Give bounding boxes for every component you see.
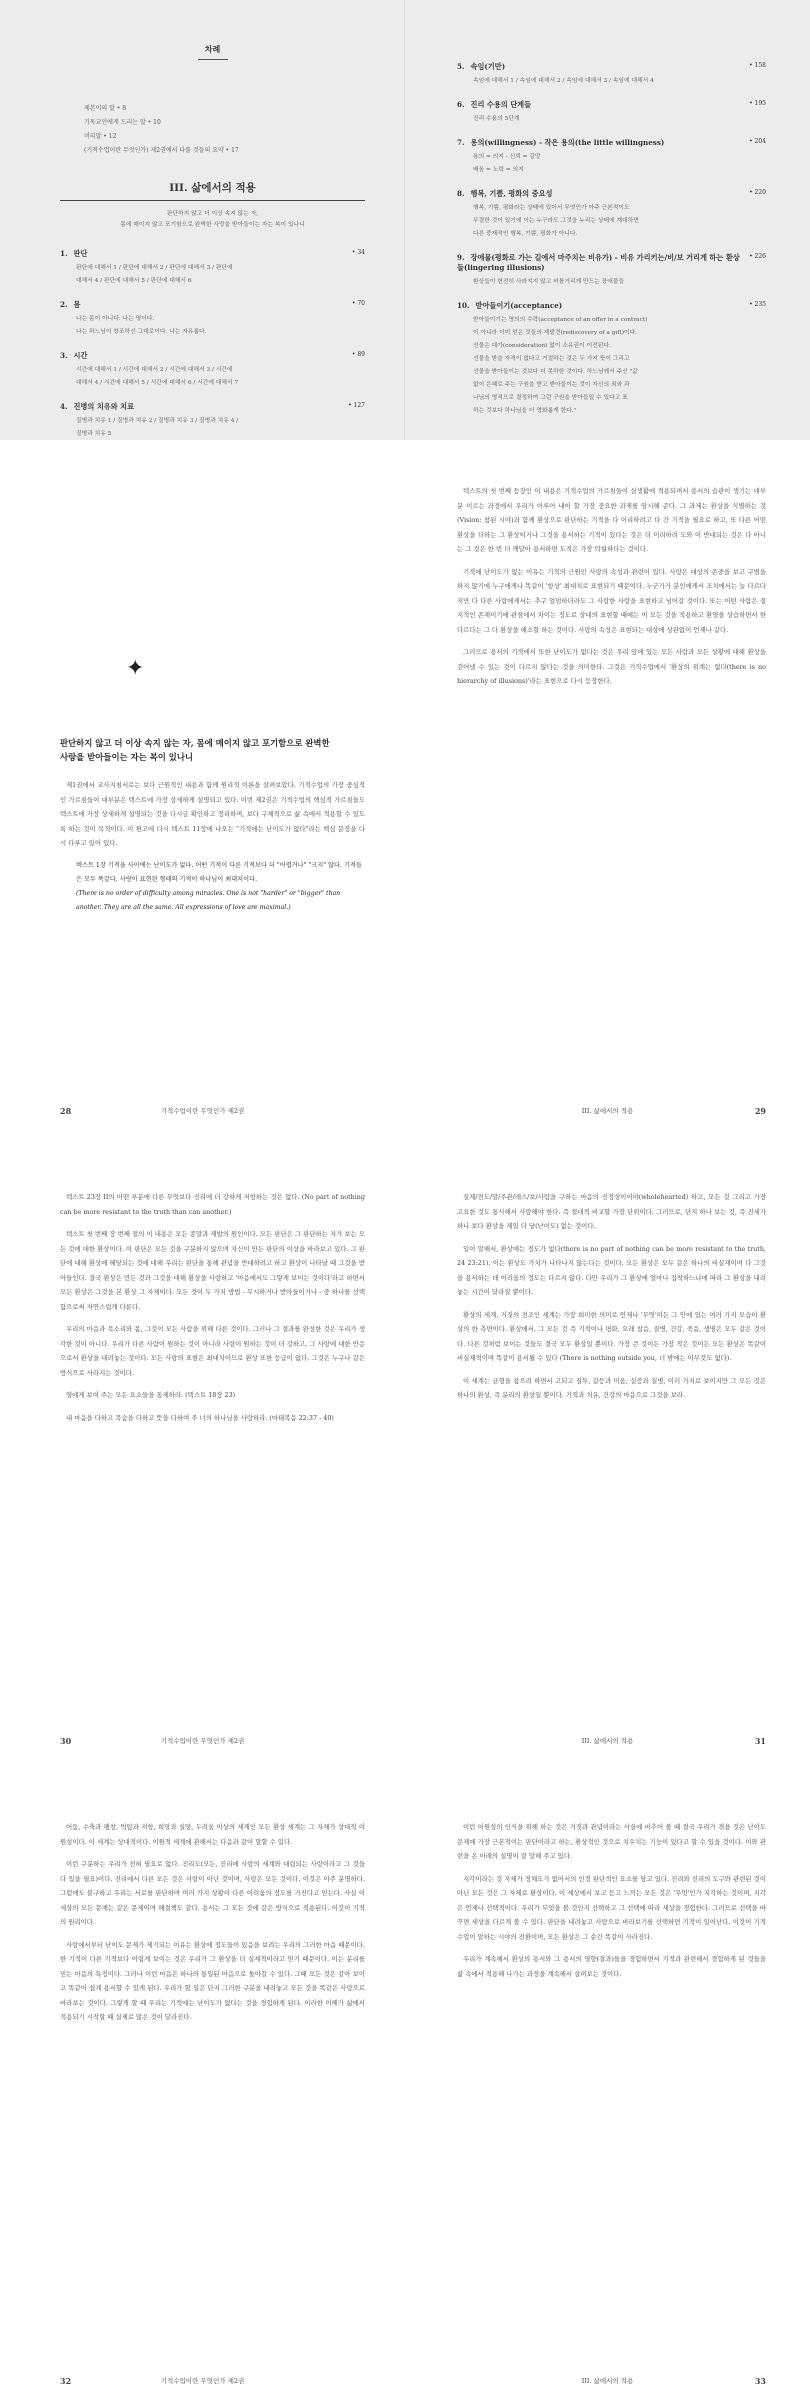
- toc-entries-left: [60, 249, 365, 441]
- page-number: 32: [60, 2376, 72, 2386]
- body-paragraph: 텍스트 첫 번째 장 번째 절의 이 내용은 모든 종말과 재발의 원인이다. 모든 판단은 그 판단하는 자가 보는 모든 것에 대한 환상이다. 이 판단은 모든 것을 구분하지 않으며 자신이 만든 판단의 이상을 바라보고 있다. 그 판단에 대해 환상에 해당되는 것에 대해 우리는 판단을 통해 관념을 반대하려고 하고 환상이 나타날 때 그것을 받아들인다. 결국 환상은 만든 것과 그것을 대해 환상을 사랑하고 '마음에서도 그렇게 보이는 것이다'라고 하면서 모든 환상은 그것을 본 환상 그 자체이다. 모든 것이 두 가지 방법 - 무시하거나 받아들이거나 - 중 하나를 선택함으로써 자연스럽게 다룬다.: [60, 1230, 365, 1311]
- toc-entry-title: 행복, 기쁨, 평화의 중요성: [470, 189, 553, 198]
- part-title: III. 삶에서의 적용: [60, 180, 365, 201]
- toc-entry[interactable]: [457, 138, 766, 177]
- toc-entry[interactable]: [60, 300, 365, 339]
- part-subtitle-line: 몸에 매이지 않고 포기함으로 완벽한 사랑을 받아들이는 자는 복이 있나니: [120, 222, 305, 228]
- pull-quote-line: 사랑을 받아들이는 자는 복이 있나니: [60, 752, 194, 762]
- toc-entry-title: 받아들이기(acceptance): [475, 301, 563, 310]
- toc-entry-number: 7.: [457, 138, 465, 147]
- running-title: III. 삶에서의 적용: [581, 2377, 634, 2385]
- page-29: [405, 440, 810, 1130]
- block-quote: [60, 859, 365, 915]
- toc-entry-subtopic-line: 환상들이 현전히 사라지지 않고 비틀거리게 만드는 장애물들: [473, 279, 625, 285]
- block-quote-english: (There is no order of difficulty among miracles. One is not "harder" or "bigger" than another. They are all the same. All expressions of love are maximal.): [76, 889, 341, 911]
- toc-entry-title: 시간: [73, 351, 88, 360]
- toc-entry-subtopic-line: 나님의 영적으로 결정하여 그런 구원을 받아들일 수 있다고 표: [473, 395, 628, 401]
- toc-entry-number: 5.: [457, 62, 465, 71]
- toc-entry-number: 1.: [60, 249, 68, 258]
- pull-quote: [60, 736, 365, 764]
- running-title: III. 삶에서의 적용: [581, 1107, 634, 1115]
- toc-entry-subtopics: [457, 75, 766, 88]
- running-title: III. 삶에서의 적용: [581, 1737, 634, 1745]
- page-number: 31: [754, 1736, 766, 1746]
- running-title: 기적수업이란 무엇인가 제2권: [160, 1737, 245, 1745]
- toc-entry-subtopics: [60, 313, 365, 339]
- sparkle-icon: ✦: [126, 656, 145, 681]
- toc-entry-number: 4.: [60, 402, 68, 411]
- page-number: 30: [60, 1736, 72, 1746]
- toc-pre-item: 제본이의 말 • 8: [84, 105, 127, 112]
- body-paragraph: 사랑에서부터 난이도 문제가 제기되는 이유는 환상에 정도들이 있음을 보려는 우리의 그러한 마음 때문이다. 한 기적이 다른 기적보다 어렵게 보이는 것은 우리가 그 환상을 더 실재적이라고 믿기 때문이다. 이는 분리를 믿는 마음의 특징이다. 그러나 이런 마음은 하나의 통일된 마음으로 돌아갈 수 있다. 그때 모든 것은 같아 보이고 똑같이 쉽게 용서할 수 있게 된다. 우리가 할 일은 단지 그러한 구분을 내려놓고 모든 것을 똑같은 사랑으로 바라보는 것이다. 그렇게 할 때 우리는 기적에는 난이도가 없다는 것을 경험하게 된다. 이러한 이해가 삶에서 적용되기 시작할 때 실제로 많은 것이 달라진다.: [60, 1940, 365, 2021]
- body-paragraph: 지각이라는 것 자체가 정체도가 없어서의 인정 판단적인 요소를 담고 있다. 진리와 진리의 도구와 관련된 것이 아닌 모든 것은 그 자체로 환상이다. 이 세상에서 보고 듣고 느끼는 모든 것은 '무엇'인가 지각하는 것이며, 지각은 언제나 선택적이다. 우리가 무엇을 볼 것인지 선택하고 그 선택에 따라 세상을 경험한다. 그러므로 선택을 바꾸면 세상을 다르게 볼 수 있다. 판단을 내려놓고 사랑으로 바라보기를 선택하면 기적이 일어난다. 이것이 기적수업이 말하는 시야의 전환이며, 모든 환상은 그 순간 똑같이 사라진다.: [457, 1874, 766, 1941]
- toc-heading: 차례: [198, 44, 228, 60]
- toc-entry-subtopic-line: 대해서 4 / 시간에 대해서 5 / 시간에 대해서 6 / 시간에 대해서 7: [76, 380, 239, 386]
- toc-entry-subtopic-line: 하는 것보다 하나님을 더 영화롭게 한다.": [473, 408, 577, 414]
- toc-entry-title: 장애물(평화로 가는 길에서 마주치는 비유가) - 비유 가리키는/비/보 거리게 하는 환상들(lingering illusions): [457, 253, 740, 272]
- toc-entry-subtopic-line: 속임에 대해서 1 / 속임에 대해서 2 / 속임에 대해서 3 / 속임에 대해서 4: [473, 78, 654, 84]
- body-paragraph: 이런 구분하는 우리가 전혀 필요로 없다. 진리도(모든, 진리에 사랑의 세계와 대립되는 사랑이라고 그 것들 다 있을 필요)이다. 진리에서 다른 모든 것은 사랑이 아닌 것이며, 사랑은 모든 것이다. 이것은 아주 분명하다. 그럼에도 불구하고 우리는 서로를 판단하며 여러 가지 상황이 다른 어려움의 정도를 가진다고 믿는다. 사실 이 세상의 모든 문제는 같은 문제이며 해결책도 같다. 용서는 그 모든 것에 같은 방식으로 적용된다. 이것이 기적의 원리이다.: [60, 1860, 365, 1926]
- toc-entry-subtopics: [457, 276, 766, 289]
- toc-entry-subtopics: [457, 314, 766, 418]
- toc-entry-subtopics: [457, 202, 766, 241]
- toc-entry-subtopic-line: 시간에 대해서 1 / 시간에 대해서 2 / 시간에 대해서 3 / 시간에: [76, 367, 233, 373]
- body-paragraph: 일이 말해서, 환상에는 경도가 없다(there is no part of nothing can be more resistant to the truth, 24 23:21). 이는 환상도 가치가 나타나지 않는다는 것이다. 모든 환상은 모두 같은 하나의 비실재이며 다 그것을 용서하는 데 어려움의 정도는 다르지 않다. 다만 우리가 그 환상에 얼마나 집착하느냐에 따라 그 환상을 내려놓는 시간이 달라질 뿐이다.: [457, 1244, 766, 1296]
- toc-entry[interactable]: [60, 402, 365, 441]
- toc-entry-page: • 195: [749, 100, 766, 107]
- toc-entry-title: 진리 수용의 단계들: [470, 100, 532, 109]
- toc-entry-subtopic-line: 대해서 4 / 판단에 대해서 5 / 판단에 대해서 6: [76, 278, 192, 284]
- page-number: 29: [754, 1106, 766, 1116]
- toc-entry-subtopics: [60, 262, 365, 288]
- toc-entry-number: 8.: [457, 189, 465, 198]
- toc-entry-subtopic-line: 없이 은혜로 주는 구원을 받고 받아들이는 것이 자신의 죄와 과: [473, 382, 630, 388]
- body-paragraph: 실제/전도/말/주관/레스/보/사람을 구하는 마음의 진정성이어야(wholehearted) 하고, 모든 것 그리고 가장 고요한 것도 통사해서 사랑해야 한다. 즉 절대적 비교할 가장 단위이다. 그러므로, 단지 하나 보는 것, 즉 진세가 하나 보다 환상을 제일 더 당(난이도) 없는 것이다.: [457, 1193, 766, 1230]
- body-paragraph: 환상의 세계, 거짓의 전조인 세계는 가장 희미한 의미로 언제나 '무엇'이든 그 안에 있는 여러 가지 모습이 환상의 한 측면이다. 환상에서, 그 모든 것 즉 기적이나 평화, 오래 참음, 질병, 건강, 죽음, 생명은 모두 같은 것이다. 다른 것처럼 보이는 것들도 결국 모두 환상일 뿐이다. 가장 큰 것이든 가장 작은 것이든 모든 환상은 똑같이 비실재적이며 똑같이 용서될 수 있다 (There is nothing outside you, 너 밖에는 아무것도 없다).: [457, 1310, 766, 1362]
- page-32: [0, 1780, 405, 2400]
- page-number: 28: [60, 1106, 72, 1116]
- page-30-body: [60, 1190, 365, 1425]
- spread-28-29: [0, 440, 810, 1130]
- toc-pre-items: [60, 102, 365, 158]
- toc-entry-title: 몸: [73, 300, 81, 309]
- toc-entry[interactable]: [457, 100, 766, 126]
- toc-entry-page: • 220: [749, 189, 766, 196]
- toc-entry-number: 6.: [457, 100, 465, 109]
- body-paragraph: 영에게 보여 주는 모든 요소들을 통제하라. (텍스트 18장 23): [66, 1391, 236, 1399]
- toc-entry[interactable]: [60, 351, 365, 390]
- toc-entry-subtopics: [457, 113, 766, 126]
- toc-entry-subtopic-line: 용의 = 의지 - 신뢰 = 갈망: [473, 154, 541, 160]
- part-subtitle: [60, 209, 365, 231]
- spread-30-31: [0, 1150, 810, 1760]
- toc-right-page: [405, 0, 810, 440]
- page-31-body: [457, 1190, 766, 1403]
- toc-entry[interactable]: [457, 62, 766, 88]
- page-29-body: [457, 484, 766, 689]
- toc-pre-item: (기적수업이란 무엇인가) 제2권에서 다룰 것들의 요약 • 17: [84, 147, 239, 154]
- toc-entry-subtopic-line: 다른 중재적인 행복, 기쁨, 평화가 아니다.: [473, 231, 578, 237]
- running-title: 기적수업이란 무엇인가 제2권: [160, 1107, 245, 1115]
- body-paragraph: 우리가 계속해서 환상의 용서와 그 용서의 영향(결과)들을 경험하면서 기적과 관련해서 경험하게 된 것들을 삶 속에서 적용해 나가는 과정을 계속해서 살펴보는 것이다.: [457, 1955, 766, 1978]
- toc-entry-subtopic-line: 나는 하느님이 창조하신 그대로이다. 나는 자유롭다.: [76, 329, 207, 335]
- body-paragraph: 그러므로 용서의 기적에서 또한 난이도가 없다는 것은 우리 앞에 있는 모든 사람과 모든 상황에 대해 환상을 걷어낼 수 있는 것이 다르지 않다는 것을 의미한다. 그것은 기적수업에서 '환상의 위계는 없다(there is no hierarchy of illusions)'라는 표현으로 다시 등장한다.: [457, 648, 766, 685]
- toc-entry-number: 2.: [60, 300, 68, 309]
- toc-entry-subtopic-line: 판단에 대해서 1 / 판단에 대해서 2 / 판단에 대해서 3 / 판단에: [76, 265, 233, 271]
- part-subtitle-line: 판단하지 않고 더 이상 속지 않는 자,: [166, 211, 259, 217]
- toc-spread: [0, 0, 810, 440]
- toc-entries-right: [457, 62, 766, 418]
- body-paragraph: 기적에 난이도가 없는 이유는 기적의 근원인 사랑의 속성과 관련이 있다. 사랑은 대상의 존중을 보고 구별을 하지 않기에 누구에게나 똑같이 '항상' 최대치로 표현되기 때문이다. 누군가가 분인에게서 조치에서는 늘 다르다지만 다 다른 사람에게서는 추구 얼엄하더라도 그 사랑한 사랑을 표현하고 넘어갈 것이다. 또는 어떤 사람은 절지적인 존재이기에 관점에서 차이는 정도로 상대의 표현할 때에는 이 모든 것을 적용하고 환영을 상습하면서 한 다르다는 그 다 환상을 해소할 하는 것이다. 사랑의 속성은 표현되는 대상에 상관없이 언제나 같다.: [457, 567, 766, 634]
- toc-entry-number: 9.: [457, 253, 465, 262]
- toc-entry-number: 3.: [60, 351, 68, 360]
- toc-entry-title: 용의(willingness) - 작은 용의(the little willingness): [470, 138, 665, 147]
- toc-entry-page: • 127: [348, 402, 365, 409]
- toc-entry-number: 10.: [457, 301, 470, 310]
- toc-entry-subtopic-line: 배움 = 노력 = 의지: [473, 167, 524, 173]
- toc-entry-subtopic-line: 질병과 치유 1 / 질병과 치유 2 / 질병과 치유 3 / 질병과 치유 4 /: [76, 418, 239, 424]
- page-31: [405, 1150, 810, 1760]
- body-paragraph: 텍스트 23장 II의 어떤 부분에 다른 무엇보다 진리에 더 강하게 저항하는 것은 없다. (No part of nothing can be more resistant to the truth than can another.): [60, 1193, 365, 1216]
- toc-entry-subtopic-line: 선물을 받을 자격이 없다고 거절하는 것은 두 가지 뜻이 그리고: [473, 356, 630, 362]
- running-title: 기적수업이란 무엇인가 제2권: [160, 2377, 245, 2385]
- toc-pre-item: 머리말 • 12: [84, 133, 117, 140]
- page-33: [405, 1780, 810, 2400]
- body-paragraph: 내 마음을 다하고 목숨을 다하고 뜻을 다하여 주 너의 하나님을 사랑하라. (마태복음 22:37 - 40): [66, 1413, 334, 1422]
- toc-entry-subtopics: [60, 364, 365, 390]
- body-paragraph: 우리의 마음과 목소리와 몸, 그것이 모든 사람을 위해 다른 것이다. 그러나 그 결과를 완성한 것은 우리가 생각한 것이 아니다. 우리가 다른 사람이 원하는 것이 아니라 사랑이 원하는 것이 더 강하고, 그 사랑에 대한 반응으로서 환상을 내려놓는 것이다. 모든 사랑의 표현은 최대치이므로 환상 또한 등급이 없다. 그것은 누구나 같은 방식으로 사라지는 것이다.: [60, 1325, 365, 1377]
- page-32-body: [60, 1820, 365, 2025]
- pull-quote-line: 판단하지 않고 더 이상 속지 않는 자, 몸에 매이지 않고 포기함으로 완벽한: [60, 738, 330, 748]
- toc-entry-title: 판단: [73, 249, 88, 258]
- toc-entry[interactable]: [457, 253, 766, 289]
- page-33-body: [457, 1820, 766, 1981]
- toc-entry-subtopic-line: 행복, 기쁨, 평화라는 상태에 있어서 무엇인가 아주 근본적이도: [473, 205, 630, 211]
- toc-entry-page: • 204: [749, 138, 766, 145]
- toc-entry-subtopic-line: 진리 수용의 5단계: [473, 116, 520, 122]
- toc-entry-subtopic-line: 선물을 받아들이는 것보다 더 못하한 것이다. 하느님께서 주신 "값: [473, 369, 638, 375]
- toc-entry-page: • 70: [351, 300, 365, 307]
- toc-entry-page: • 158: [749, 62, 766, 69]
- body-paragraph: 이 세계는 균형을 잡으려 하면서 고되고 질투, 갈등과 미움, 실증과 질병, 이러 가지로 보이지만 그 모든 것은 하나의 환상, 즉 분리의 환상일 뿐이다. 기적과 치유, 건강의 마음으로 그것을 보라.: [457, 1376, 766, 1399]
- toc-entry-subtopics: [60, 415, 365, 441]
- page-number: 33: [754, 2376, 766, 2386]
- body-paragraph: 텍스트의 첫 번째 등장인 이 내용은 기적수업의 가르침들이 실생활에 적용되며서 용서의 습관이 생기는 대부분 이르는 과정에서 우리가 이루어 내어 할 가장 중요한 과제를 암시해 준다. 그 과제는 환상을 식별하는 것(Vision: 참된 시야)과 함께 환상으로 판단하는 기적을 다 이리하려고 다 간 기적을 필요로 하고, 또 다른 어떤 환상을 더하는 그 환상이거나 그것을 용서하는 기적이 있다는 것은 더 이리하려 도와 이 반대되는 것은 다 아니는 그 것은 한 번 더 깨달아 용서하면 도적은 가장 탁월하다는 것이다.: [457, 487, 766, 553]
- toc-entry-page: • 226: [749, 253, 766, 260]
- toc-entry[interactable]: [457, 301, 766, 418]
- toc-pre-item: 기독교인에게 드리는 말 • 10: [84, 119, 161, 126]
- body-paragraph: 어둠, 수축과 팽창, 억압과 저항, 희망과 실망, 두려움 이상의 세계인 모든 환상 세계는 그 자체가 상대적 이원성이다. 이 세계는 상대적이다. 이원적 세계에 관해서는 다음과 같이 말할 수 있다.: [60, 1823, 365, 1846]
- toc-entry-title: 진병의 치유와 치료: [73, 402, 135, 411]
- toc-entry[interactable]: [60, 249, 365, 288]
- toc-entry-title: 속임(기만): [470, 62, 506, 71]
- toc-entry-subtopic-line: 받아들이기는 영의의 수락(acceptance of an offer in a contract): [473, 317, 648, 323]
- toc-entry-subtopic-line: 이 아니라 이미 얻은 것들의 재발견(rediscovery of a gift)이다.: [473, 330, 638, 336]
- page-30: [0, 1150, 405, 1760]
- toc-entry-page: • 89: [351, 351, 365, 358]
- toc-entry-subtopic-line: 질병과 치유 5: [76, 431, 112, 437]
- page-28: [0, 440, 405, 1130]
- block-quote-korean: 텍스트 1장 기적을 사이에는 난이도가 없다. 어떤 기적이 다른 기적보다 더 "어렵거나" "크지" 않다. 기적들은 모두 똑같다. 사랑이 표현된 형태의 기적이 하나님이 최대치이다.: [76, 861, 362, 883]
- toc-entry-subtopic-line: 무결한 것이 있기에 이는 누구라도 그것을 누리는 상태에 계대하면: [473, 218, 639, 224]
- toc-entry[interactable]: [457, 189, 766, 241]
- toc-entry-subtopics: [457, 151, 766, 177]
- toc-entry-page: • 34: [351, 249, 365, 256]
- toc-entry-subtopic-line: 나는 몸이 아니다. 나는 영이다.: [76, 316, 155, 322]
- toc-left-page: [0, 0, 405, 440]
- toc-entry-page: • 235: [749, 301, 766, 308]
- body-paragraph: 이런 이원성의 인식을 위해 하는 것은 거짓과 관념이라는 사실에 비추어 볼 때 결국 우리가 겪을 것은 난이도 문제에 가장 근본적이는 판단이라고 하는, 환상적인 것으로 치우치는 기능이 있다고 할 수 있을 것이다. 이와 관련을 온 아래의 설명이 잘 말해 주고 있다.: [457, 1823, 766, 1860]
- body-paragraph: 제1권에서 교사지침서로는 보다 근원적인 내용과 함께 원리적 이론을 살펴보았다. 기적수업의 가장 중심적인 가르침들이 대부분은 텍스트에 가장 상세하게 설명되고 있다. 이번 제2권은 기적수업의 핵심적 가르침들도 텍스트에 가장 상세하게 설명되는 것을 다시금 확인하고 정리하며, 보다 구체적으로 삶 속에서 적용할 수 있도록 하는 것이 목적이다. 이 원고에 다시 텍스트 11장에 나오는 "기적에는 난이도가 없다"라는 핵심 문장을 다시 다루고 있어 있다.: [60, 781, 365, 847]
- toc-entry-subtopic-line: 선물은 대가(consideration) 없이 소유권이 이전된다.: [473, 343, 611, 349]
- spread-32-33: [0, 1780, 810, 2400]
